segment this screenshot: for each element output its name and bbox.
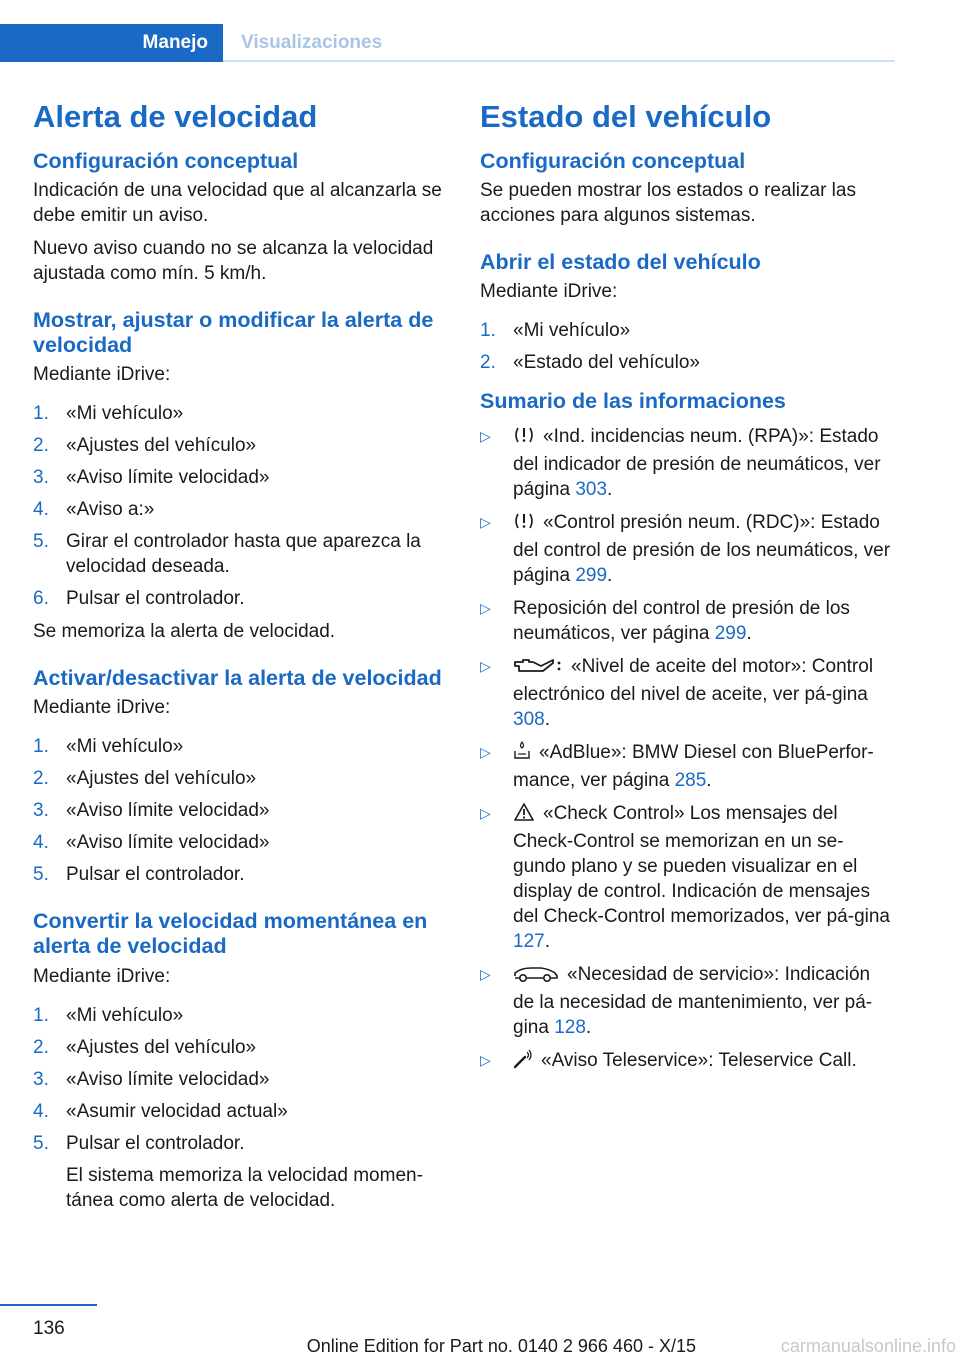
step-text: «Mi vehículo» [66, 1004, 184, 1026]
page-number: 136 [33, 1318, 65, 1339]
item-text: «Necesidad de servicio»: Indicación de la necesidad de mantenimiento, ver pá‐gina [513, 964, 873, 1039]
step-number: 1. [33, 736, 49, 758]
page-ref-link[interactable]: 308 [513, 709, 545, 731]
list-item [33, 1131, 448, 1213]
item-end: . [585, 1017, 592, 1039]
header-divider [223, 60, 895, 62]
list-item [480, 962, 895, 1040]
step-number: 6. [33, 588, 49, 610]
item-text: «Nivel de aceite del motor»: Control electrónico del nivel de aceite, ver pá‐gina [513, 656, 874, 706]
list-item [480, 510, 895, 588]
chapter-title: Estado del vehículo [480, 99, 772, 134]
paragraph: Se pueden mostrar los estados o realizar las acciones para algunos sistemas. [480, 179, 856, 226]
list-item [33, 862, 448, 887]
left-column [33, 98, 448, 1221]
bullet-triangle-icon: ▷ [480, 658, 491, 675]
step-text: «Mi vehículo» [66, 736, 184, 758]
step-number: 2. [33, 435, 49, 457]
right-column [480, 98, 895, 1084]
info-list [480, 424, 895, 1076]
paragraph: Nuevo aviso cuando no se alcanza la velocidad ajustada como mín. 5 km/h. [33, 237, 434, 284]
steps-list [33, 734, 448, 887]
bullet-triangle-icon: ▷ [480, 744, 491, 761]
paragraph: Indicación de una velocidad que al alcanzarla se debe emitir un aviso. [33, 179, 442, 226]
tire-pressure-icon [513, 425, 535, 452]
item-end: . [746, 623, 752, 645]
section-heading: Activar/desactivar la alerta de velocidad [33, 666, 442, 691]
list-item [33, 433, 448, 458]
list-item [480, 801, 895, 954]
service-car-icon [513, 965, 559, 990]
paragraph: Mediante iDrive: [33, 364, 171, 386]
step-text: Pulsar el controlador. [66, 864, 245, 886]
list-item [480, 1048, 895, 1076]
list-item [33, 1067, 448, 1092]
step-number: 4. [33, 499, 49, 521]
step-text: «Mi vehículo» [66, 403, 184, 425]
step-number: 3. [33, 1068, 49, 1090]
step-text: «Ajustes del vehículo» [66, 435, 257, 457]
item-text: «AdBlue»: BMW Diesel con BluePerfor‐mance, ver página [513, 742, 874, 792]
step-number: 5. [33, 864, 49, 886]
paragraph: Mediante iDrive: [33, 697, 171, 719]
list-item [480, 318, 895, 343]
step-number: 2. [33, 768, 49, 790]
step-text: Pulsar el controlador. [66, 588, 245, 610]
step-text: «Aviso límite velocidad» [66, 800, 270, 822]
list-item [480, 654, 895, 732]
step-text: «Ajustes del vehículo» [66, 1036, 257, 1058]
list-item [33, 529, 448, 579]
list-item [33, 798, 448, 823]
step-number: 4. [33, 832, 49, 854]
item-text: «Aviso Teleservice»: Teleservice Call. [541, 1050, 857, 1072]
bullet-triangle-icon: ▷ [480, 428, 491, 445]
step-text: «Estado del vehículo» [513, 352, 700, 374]
step-number: 1. [480, 320, 496, 342]
list-item [33, 586, 448, 611]
list-item [33, 830, 448, 855]
warning-triangle-icon [513, 802, 535, 829]
section-tab-manejo[interactable] [0, 24, 223, 62]
steps-list [480, 318, 895, 375]
step-text: «Mi vehículo» [513, 320, 631, 342]
step-text: «Ajustes del vehículo» [66, 768, 257, 790]
list-item [480, 740, 895, 793]
steps-list [33, 401, 448, 611]
item-end: . [607, 479, 613, 501]
page-ref-link[interactable]: 303 [575, 479, 608, 501]
page-ref-link[interactable]: 299 [714, 623, 747, 645]
list-item [33, 1099, 448, 1124]
section-heading: Mostrar, ajustar o modificar la alerta de velocidad [33, 307, 434, 358]
step-number: 5. [33, 1132, 49, 1154]
step-number: 2. [33, 1036, 49, 1058]
tire-pressure-icon [513, 511, 535, 538]
step-text: «Aviso límite velocidad» [66, 832, 270, 854]
page-ref-link[interactable]: 128 [554, 1017, 586, 1039]
page-ref-link[interactable]: 127 [513, 931, 545, 953]
list-item [33, 497, 448, 522]
bullet-triangle-icon: ▷ [480, 600, 491, 617]
step-text: «Asumir velocidad actual» [66, 1100, 288, 1122]
list-item [33, 766, 448, 791]
step-text: «Aviso límite velocidad» [66, 1068, 270, 1090]
section-heading: Configuración conceptual [480, 148, 746, 173]
list-item [33, 401, 448, 426]
section-tab-visualizaciones[interactable]: Visualizaciones [241, 32, 383, 53]
paragraph: Se memoriza la alerta de velocidad. [33, 621, 336, 643]
step-number: 2. [480, 352, 496, 374]
edition-text: Online Edition for Part no. 0140 2 966 460 - X/15 [306, 1336, 696, 1356]
step-text: «Aviso a:» [66, 499, 155, 521]
item-text: «Check Control» Los mensajes del Check-Control se memorizan en un se‐gundo plano y se pueden visualizar en el display de control. Indicación de mensajes del Check-Control memorizados, ver pá‐gina [513, 803, 890, 928]
footer-divider [0, 1304, 97, 1306]
item-text: Reposición del control de presión de los neumáticos, ver página [513, 598, 850, 645]
bullet-triangle-icon: ▷ [480, 1052, 491, 1069]
steps-list [33, 1003, 448, 1213]
page-header [0, 0, 895, 62]
paragraph: Mediante iDrive: [480, 281, 618, 303]
step-note: El sistema memoriza la velocidad momen‐tánea como alerta de velocidad. [66, 1164, 423, 1211]
list-item [480, 596, 895, 646]
page-ref-link[interactable]: 285 [674, 770, 707, 792]
item-text: «Ind. incidencias neum. (RPA)»: Estado del indicador de presión de neumáticos, ver página [513, 426, 881, 501]
section-tab-label: Manejo [142, 32, 208, 53]
list-item [480, 424, 895, 502]
bullet-triangle-icon: ▷ [480, 966, 491, 983]
step-number: 3. [33, 800, 49, 822]
teleservice-wrench-icon [513, 1049, 533, 1076]
adblue-icon [513, 741, 531, 768]
paragraph: Mediante iDrive: [33, 965, 171, 987]
item-text: «Control presión neum. (RDC)»: Estado del control de presión de los neumáticos, ver página [513, 512, 891, 587]
step-text: «Aviso límite velocidad» [66, 467, 270, 489]
item-end: . [544, 931, 550, 953]
page-ref-link[interactable]: 299 [575, 565, 608, 587]
list-item [33, 1003, 448, 1028]
step-number: 1. [33, 403, 49, 425]
list-item [33, 1035, 448, 1060]
step-text: Girar el controlador hasta que aparezca la velocidad deseada. [66, 531, 421, 578]
watermark: carmanualsonline.info [780, 1336, 956, 1356]
section-heading: Abrir el estado del vehículo [480, 249, 761, 274]
list-item [33, 465, 448, 490]
bullet-triangle-icon: ▷ [480, 805, 491, 822]
list-item [33, 734, 448, 759]
section-heading: Configuración conceptual [33, 148, 299, 173]
item-end: . [607, 565, 613, 587]
step-number: 4. [33, 1100, 49, 1122]
step-number: 5. [33, 531, 49, 553]
chapter-title: Alerta de velocidad [33, 99, 318, 134]
section-heading: Sumario de las informaciones [480, 389, 786, 414]
step-text: Pulsar el controlador. [66, 1132, 245, 1154]
oil-can-icon [513, 657, 563, 682]
item-end: . [544, 709, 550, 731]
step-number: 1. [33, 1004, 49, 1026]
list-item [480, 350, 895, 375]
bullet-triangle-icon: ▷ [480, 514, 491, 531]
section-heading: Convertir la velocidad momentánea en alerta de velocidad [33, 909, 428, 959]
item-end: . [706, 770, 712, 792]
step-number: 3. [33, 467, 49, 489]
